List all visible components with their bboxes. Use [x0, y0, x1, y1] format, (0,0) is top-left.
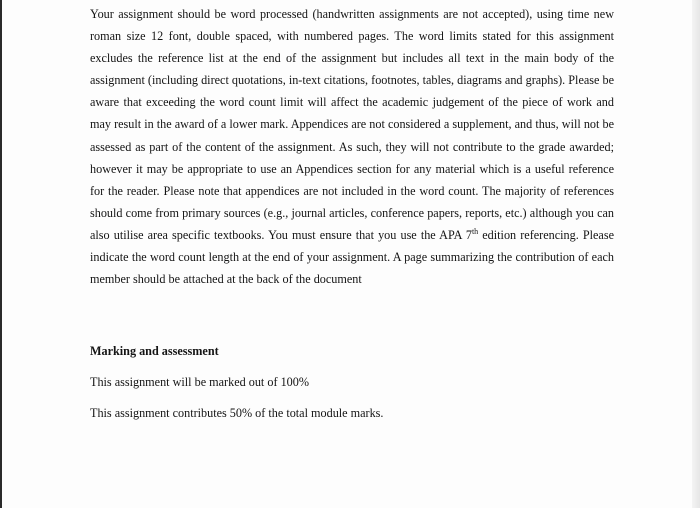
ordinal-superscript: th	[471, 226, 479, 236]
marking-total-line: This assignment will be marked out of 100%	[90, 375, 310, 389]
page-edge-shadow	[692, 0, 700, 508]
assignment-instructions-paragraph	[90, 3, 614, 290]
module-contribution-line: This assignment contributes 50% of the total module marks.	[90, 406, 384, 420]
paragraph-text-part2: edition referencing. Please indicate the word count length at the end of your assignment. A page summarizing the contribution of each member should be attached at the back of the document	[90, 227, 614, 287]
marking-heading: Marking and assessment	[90, 344, 219, 358]
paragraph-text-part1: Your assignment should be word processed (handwritten assignments are not accepted), using time new roman size 12 font, double spaced, with numbered pages. The word limits stated for this assignment excludes the reference list at the end of the assignment but includes all text in the main body of the assignment (including direct quotations, in-text citations, footnotes, tables, diagrams and graphs). Please be aware that exceeding the word count limit will affect the academic judgement of the piece of work and may result in the award of a lower mark. Appendices are not considered a supplement, and thus, will not be assessed as part of the content of the assignment. As such, they will not contribute to the grade awarded; however it may be appropriate to use an Appendices section for any material which is a useful reference for the reader. Please note that appendices are not included in the word count. The majority of references should come from primary sources (e.g., journal articles, conference papers, reports, etc.) although you can also utilise area specific textbooks. You must ensure that you use the APA 7	[90, 7, 614, 242]
